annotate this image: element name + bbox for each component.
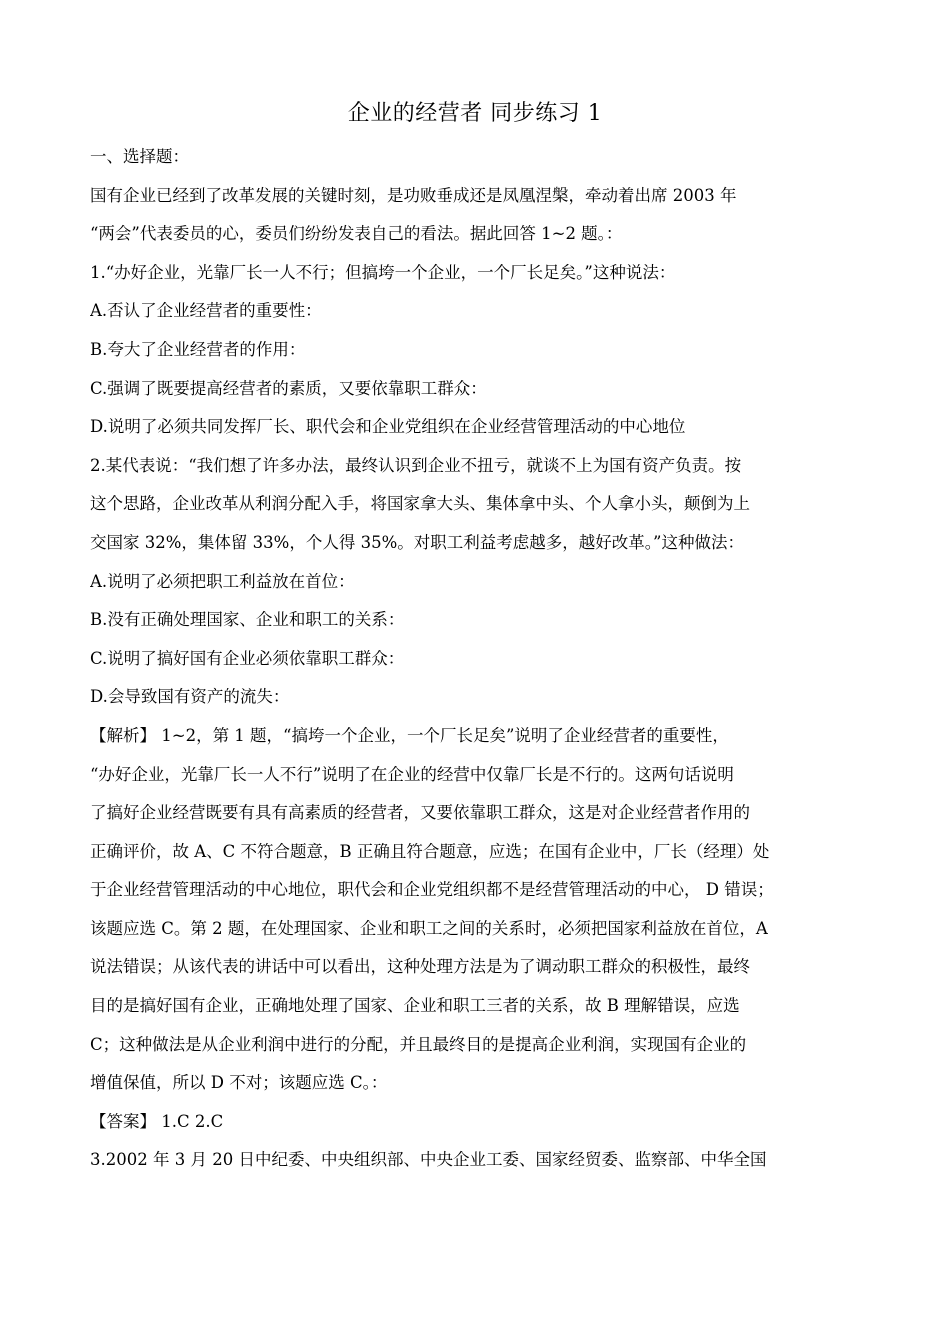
analysis-line: 了搞好企业经营既要有具有高素质的经营者，又要依靠职工群众，这是对企业经营者作用的 bbox=[90, 803, 750, 823]
analysis-line: 目的是搞好国有企业，正确地处理了国家、企业和职工三者的关系，故 B 理解错误，应选 bbox=[90, 996, 740, 1016]
question-1-option-c: C.强调了既要提高经营者的素质，又要依靠职工群众： bbox=[90, 378, 487, 398]
analysis-line: 增值保值，所以 D 不对；该题应选 C。： bbox=[90, 1073, 388, 1093]
question-2-option-a: A.说明了必须把职工利益放在首位： bbox=[90, 571, 355, 591]
question-2-line: 交国家 32%，集体留 33%，个人得 35%。对职工利益考虑越多，越好改革。”这种做法： bbox=[90, 532, 744, 552]
question-3: 3.2002 年 3 月 20 日中纪委、中央组织部、中央企业工委、国家经贸委、监察部、中华全国 bbox=[90, 1150, 767, 1170]
document-body bbox=[90, 138, 866, 1180]
analysis-line: 说法错误；从该代表的讲话中可以看出，这种处理方法是为了调动职工群众的积极性，最终 bbox=[90, 957, 750, 977]
analysis-line: 该题应选 C。第 2 题，在处理国家、企业和职工之间的关系时，必须把国家利益放在首位，A bbox=[90, 918, 768, 938]
section-heading: 一、选择题： bbox=[90, 147, 189, 166]
intro-line: “两会”代表委员的心，委员们纷纷发表自己的看法。据此回答 1~2 题。： bbox=[90, 224, 623, 244]
analysis-line: “办好企业，光靠厂长一人不行”说明了在企业的经营中仅靠厂长是不行的。这两句话说明 bbox=[90, 764, 734, 784]
question-2-option-b: B.没有正确处理国家、企业和职工的关系： bbox=[90, 610, 405, 630]
question-2-line: 这个思路，企业改革从利润分配入手，将国家拿大头、集体拿中头、个人拿小头，颠倒为上 bbox=[90, 494, 750, 514]
question-1-option-b: B.夸大了企业经营者的作用： bbox=[90, 339, 306, 359]
analysis-line: C；这种做法是从企业利润中进行的分配，并且最终目的是提高企业利润，实现国有企业的 bbox=[90, 1034, 747, 1054]
intro-line: 国有企业已经到了改革发展的关键时刻，是功败垂成还是凤凰涅槃，牵动着出席 2003 年 bbox=[90, 185, 737, 205]
analysis-line: 正确评价，故 A、C 不符合题意，B 正确且符合题意，应选；在国有企业中，厂长（经理）处 bbox=[90, 841, 770, 861]
question-1-option-a: A.否认了企业经营者的重要性： bbox=[90, 301, 322, 321]
document-title: 企业的经营者 同步练习 1 bbox=[347, 101, 603, 126]
question-2-option-d: D.会导致国有资产的流失： bbox=[90, 687, 290, 707]
answer-line: 【答案】 1.C 2.C bbox=[90, 1111, 224, 1131]
analysis-line: 【解析】 1~2，第 1 题，“搞垮一个企业，一个厂长足矣”说明了企业经营者的重要性， bbox=[90, 725, 729, 745]
question-2: 2.某代表说：“我们想了许多办法，最终认识到企业不扭亏，就谈不上为国有资产负责。按 bbox=[90, 455, 742, 475]
question-1: 1.“办好企业，光靠厂长一人不行；但搞垮一个企业，一个厂长足矣。”这种说法： bbox=[90, 262, 676, 282]
question-1-option-d: D.说明了必须共同发挥厂长、职代会和企业党组织在企业经营管理活动的中心地位 bbox=[90, 417, 686, 437]
question-2-option-c: C.说明了搞好国有企业必须依靠职工群众： bbox=[90, 648, 405, 668]
analysis-line: 于企业经营管理活动的中心地位，职代会和企业党组织都不是经营管理活动的中心， D 错误； bbox=[90, 880, 774, 900]
